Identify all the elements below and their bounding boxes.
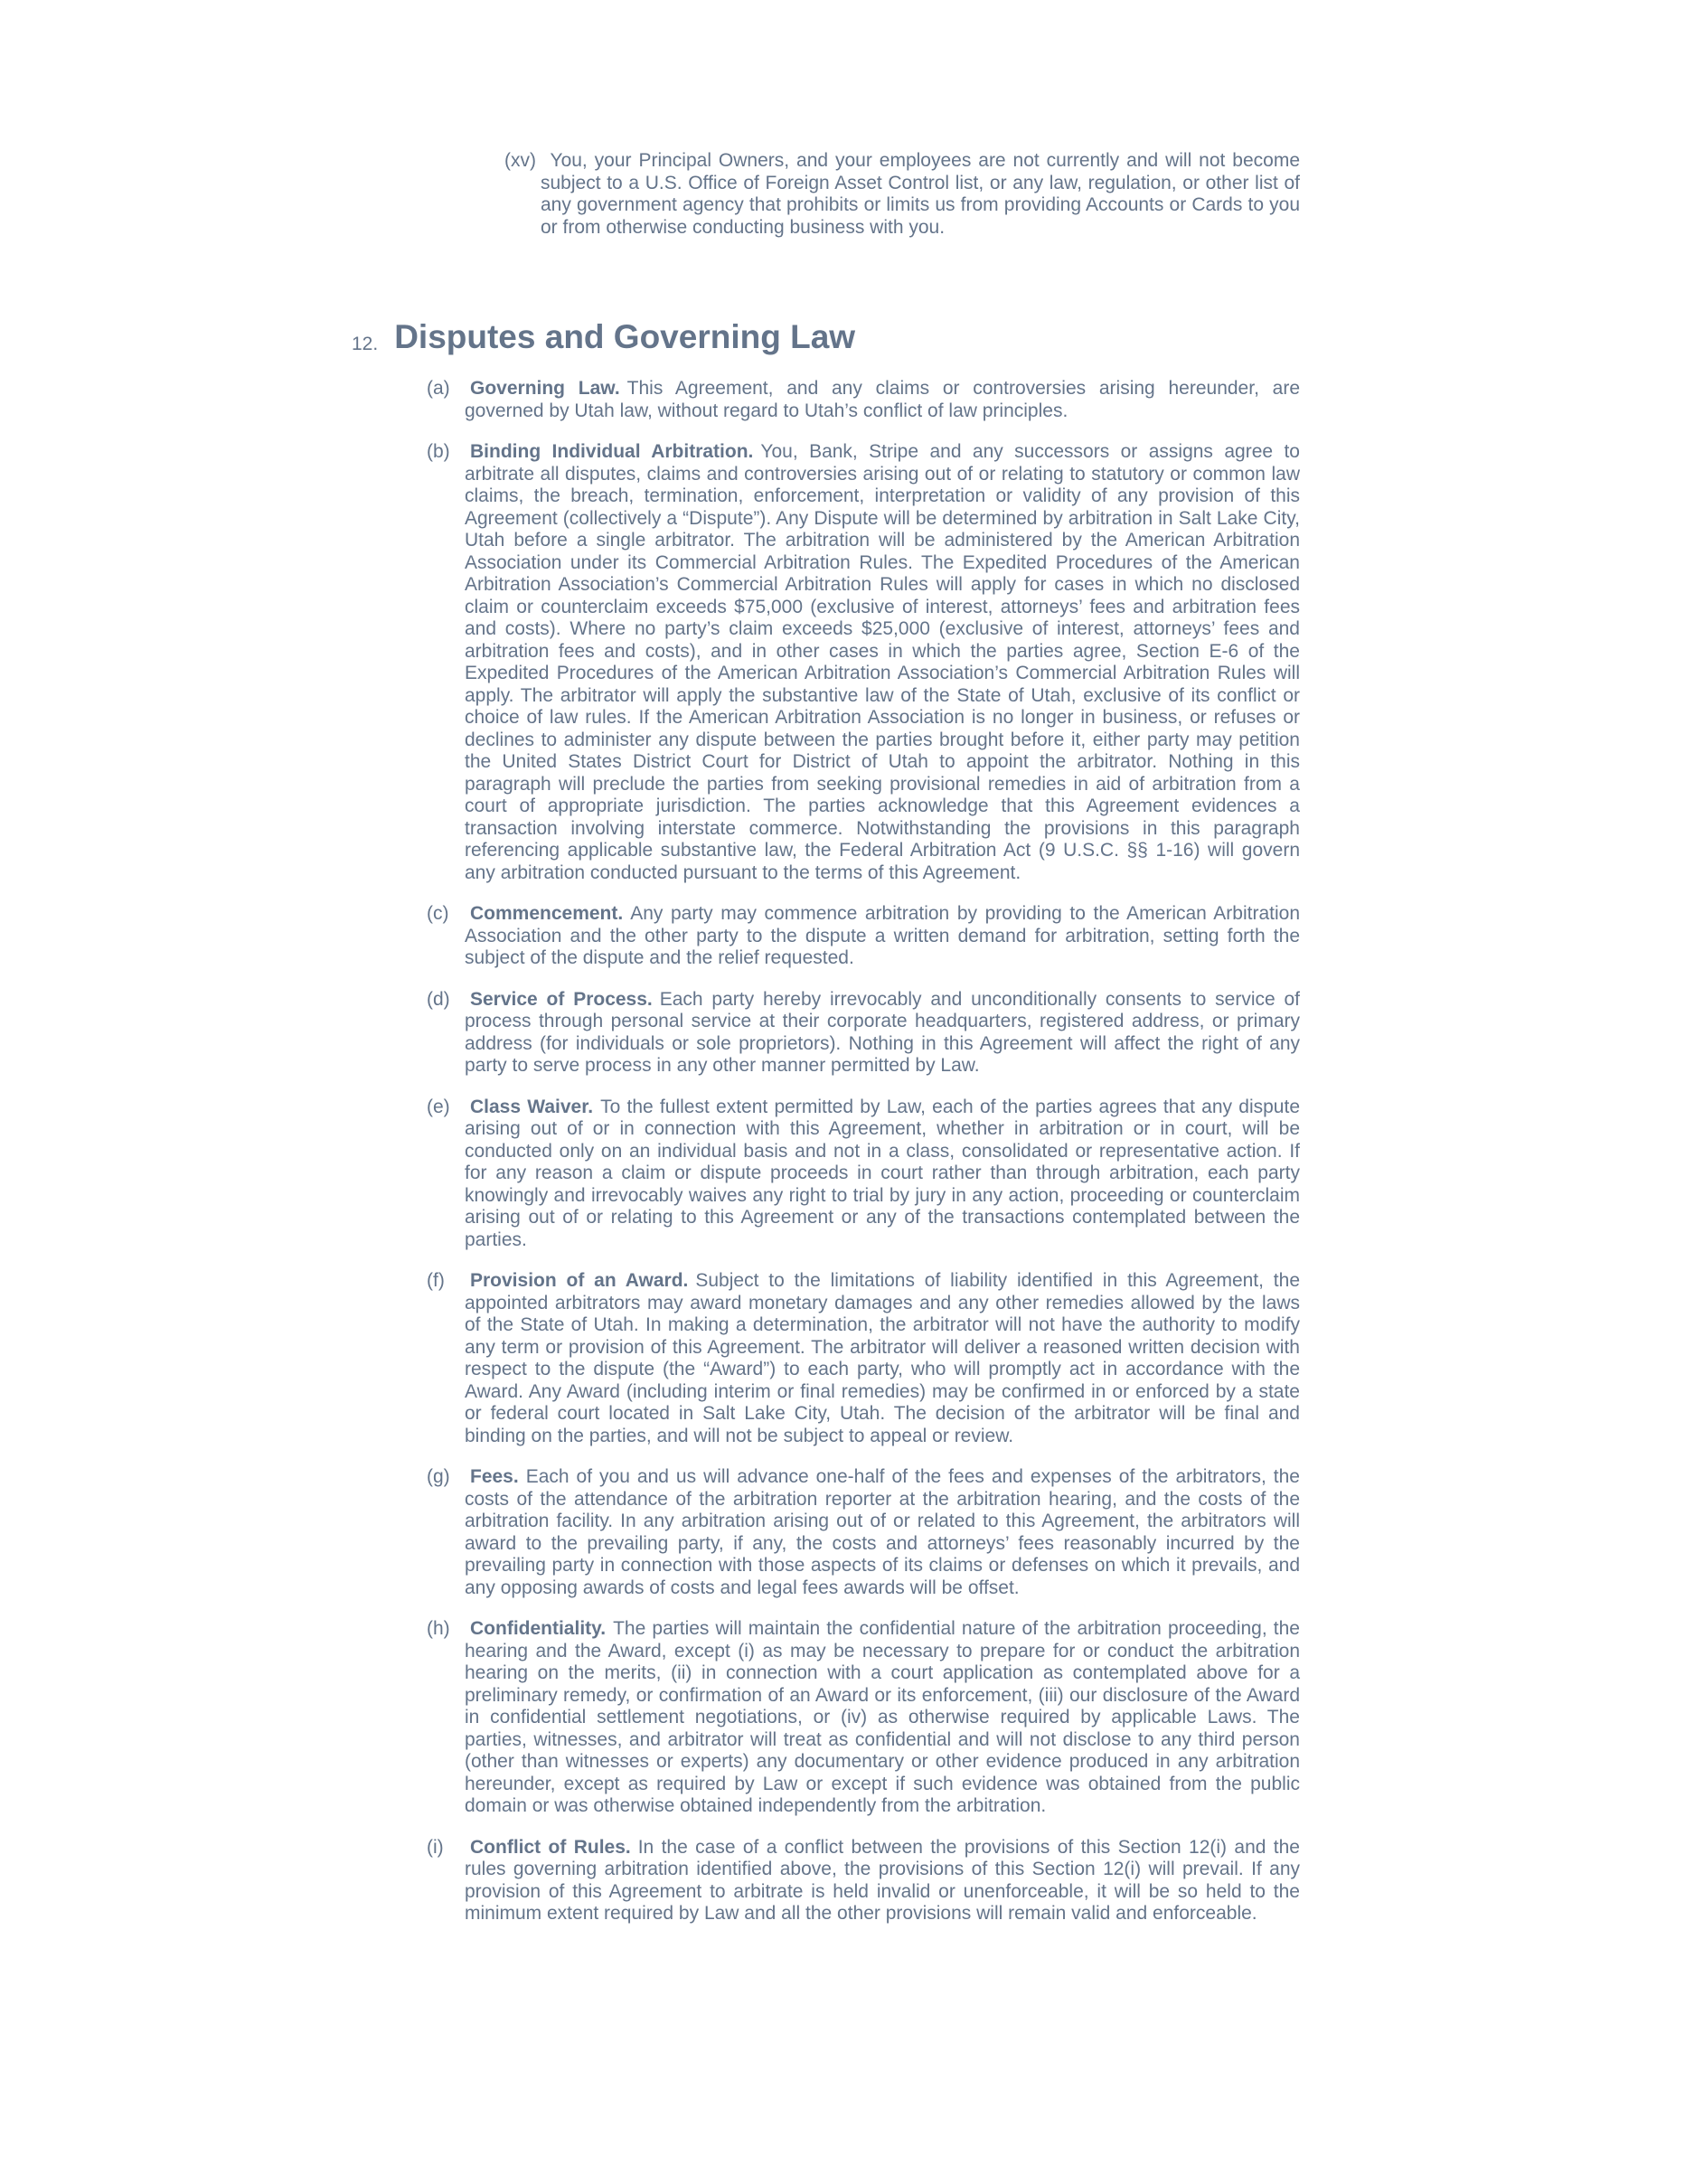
clause-text: Any party may commence arbitration by providing to the American Arbitration Association and the other party to the dispute a written demand for arbitration, setting forth the subject of the dispute and the relief requested. xyxy=(465,903,1300,968)
clause-label: (d) xyxy=(427,988,450,1010)
clause-label: (i) xyxy=(427,1836,444,1858)
clause-text: Each of you and us will advance one-half of the fees and expenses of the arbitrators, the costs of the attendance of the arbitration reporter at the arbitration hearing, and the costs of the arbitration facility. In any arbitration arising out of or related to this Agreement, the arbitrators will award to the prevailing party, if any, the costs and attorneys’ fees reasonably incurred by the prevailing party in connection with those aspects of its claims or defenses on which it prevails, and any opposing awards of costs and legal fees awards will be offset. xyxy=(465,1466,1300,1598)
list-item-xv xyxy=(504,150,1300,239)
clause-text: This Agreement, and any claims or controversies arising hereunder, are governed by Utah law, without regard to Utah’s conflict of law principles. xyxy=(465,378,1300,421)
clause-title: Commencement. xyxy=(470,903,624,924)
clause-text: You, Bank, Stripe and any successors or assigns agree to arbitrate all disputes, claims and controversies arising out of or relating to statutory or common law claims, the breach, termination, enforcement, interpretation or validity of any provision of this Agreement (collectively a “Dispute”). Any Dispute will be determined by arbitration in Salt Lake City, Utah before a single arbitrator. The arbitration will be administered by the American Arbitration Association under its Commercial Arbitration Rules. The Expedited Procedures of the American Arbitration Association’s Commercial Arbitration Rules will apply for cases in which no disclosed claim or counterclaim exceeds $75,000 (exclusive of interest, attorneys’ fees and arbitration fees and costs). Where no party’s claim exceeds $25,000 (exclusive of interest, attorneys’ fees and arbitration fees and costs), and in other cases in which the parties agree, Section E-6 of the Expedited Procedures of the American Arbitration Association’s Commercial Arbitration Rules will apply. The arbitrator will apply the substantive law of the State of Utah, exclusive of its conflict or choice of law rules. If the American Arbitration Association is no longer in business, or refuses or declines to administer any dispute between the parties brought before it, either party may petition the United States District Court for District of Utah to appoint the arbitrator. Nothing in this paragraph will preclude the parties from seeking provisional remedies in aid of arbitration from a court of appropriate jurisdiction. The parties acknowledge that this Agreement evidences a transaction involving interstate commerce. Notwithstanding the provisions in this paragraph referencing applicable substantive law, the Federal Arbitration Act (9 U.S.C. §§ 1-16) will govern any arbitration conducted pursuant to the terms of this Agreement. xyxy=(465,441,1300,883)
clause-b xyxy=(427,441,1300,884)
section-number: 12. xyxy=(352,333,379,354)
clause-title: Service of Process. xyxy=(470,988,653,1010)
clause-label: (f) xyxy=(427,1270,445,1291)
clause-h xyxy=(427,1618,1300,1818)
clause-label: (h) xyxy=(427,1618,450,1639)
clause-c xyxy=(427,903,1300,970)
list-item-text: You, your Principal Owners, and your employees are not currently and will not become subject to a U.S. Office of Foreign Asset Control list, or any law, regulation, or other list of any government agency that prohibits or limits us from providing Accounts or Cards to you or from otherwise conducting business with you. xyxy=(541,150,1300,238)
clause-d xyxy=(427,989,1300,1078)
clause-f xyxy=(427,1270,1300,1447)
clause-list xyxy=(427,378,1300,1944)
clause-g xyxy=(427,1466,1300,1599)
clause-i xyxy=(427,1837,1300,1925)
clause-title: Provision of an Award. xyxy=(470,1270,689,1291)
clause-label: (a) xyxy=(427,378,450,399)
clause-text: The parties will maintain the confidential nature of the arbitration proceeding, the hearing and the Award, except (i) as may be necessary to prepare for or conduct the arbitration hearing on the merits, (ii) in connection with a court application as contemplated above for a preliminary remedy, or confirmation of an Award or its enforcement, (iii) our disclosure of the Award in confidential settlement negotiations, or (iv) as otherwise required by applicable Laws. The parties, witnesses, and arbitrator will treat as confidential and will not disclose to any third person (other than witnesses or experts) any documentary or other evidence produced in any arbitration hereunder, except as required by Law or except if such evidence was obtained from the public domain or was otherwise obtained independently from the arbitration. xyxy=(465,1618,1300,1816)
clause-title: Class Waiver. xyxy=(470,1096,594,1117)
clause-title: Confidentiality. xyxy=(470,1618,607,1639)
clause-title: Fees. xyxy=(470,1466,519,1487)
clause-title: Conflict of Rules. xyxy=(470,1836,631,1858)
section-title: Disputes and Governing Law xyxy=(394,318,856,355)
clause-e xyxy=(427,1097,1300,1252)
clause-text: In the case of a conflict between the provisions of this Section 12(i) and the rules governing arbitration identified above, the provisions of this Section 12(i) will prevail. If any provision of this Agreement to arbitrate is held invalid or unenforceable, it will be so held to the minimum extent required by Law and all the other provisions will remain valid and enforceable. xyxy=(465,1836,1300,1924)
clause-text: To the fullest extent permitted by Law, each of the parties agrees that any dispute arising out of or in connection with this Agreement, whether in arbitration or in court, will be conducted only on an individual basis and not in a class, consolidated or representative action. If for any reason a claim or dispute proceeds in court rather than through arbitration, each party knowingly and irrevocably waives any right to trial by jury in any action, proceeding or counterclaim arising out of or relating to this Agreement or any of the transactions contemplated between the parties. xyxy=(465,1096,1301,1250)
clause-title: Governing Law. xyxy=(470,378,620,399)
section-heading xyxy=(352,318,855,356)
clause-label: (e) xyxy=(427,1096,450,1117)
list-item-label: (xv) xyxy=(504,150,536,171)
clause-a xyxy=(427,378,1300,422)
clause-text: Subject to the limitations of liability identified in this Agreement, the appointed arbitrators may award monetary damages and any other remedies allowed by the laws of the State of Utah. In making a determination, the arbitrator will not have the authority to modify any term or provision of this Agreement. The arbitrator will deliver a reasoned written decision with respect to the dispute (the “Award”) to each party, who will promptly act in accordance with the Award. Any Award (including interim or final remedies) may be confirmed in or enforced by a state or federal court located in Salt Lake City, Utah. The decision of the arbitrator will be final and binding on the parties, and will not be subject to appeal or review. xyxy=(465,1270,1300,1446)
clause-text: Each party hereby irrevocably and unconditionally consents to service of process through personal service at their corporate headquarters, registered address, or primary address (for individuals or sole proprietors). Nothing in this Agreement will affect the right of any party to serve process in any other manner permitted by Law. xyxy=(465,988,1300,1076)
clause-label: (b) xyxy=(427,441,450,462)
clause-label: (c) xyxy=(427,903,449,924)
list-item-paragraph xyxy=(504,150,1300,239)
clause-title: Binding Individual Arbitration. xyxy=(470,441,754,462)
clause-label: (g) xyxy=(427,1466,450,1487)
